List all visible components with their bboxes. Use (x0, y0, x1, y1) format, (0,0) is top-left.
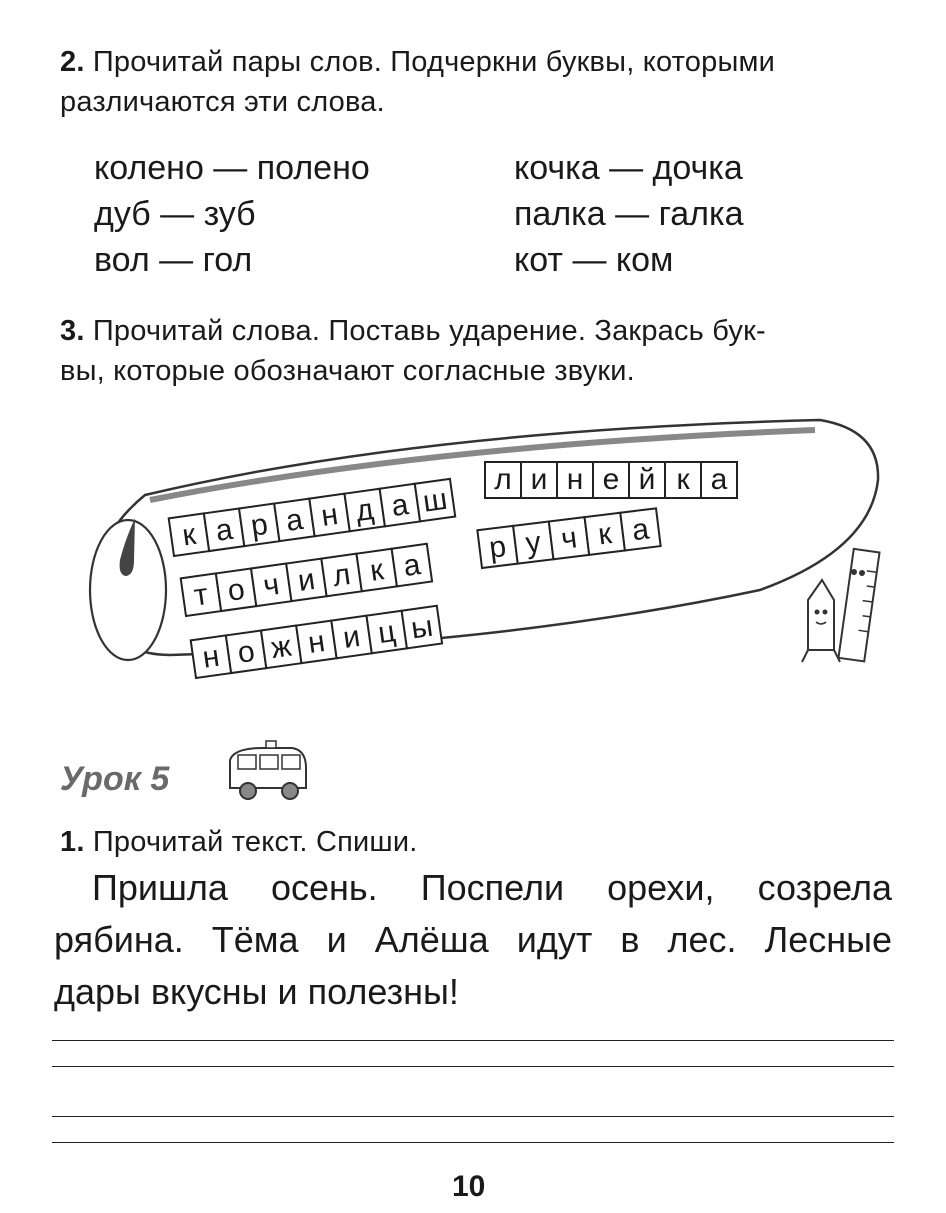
task2-text-line2: различаются эти слова. (60, 86, 385, 118)
letter: и (530, 463, 548, 496)
pairs-right-column (514, 145, 744, 283)
letter: и (341, 619, 363, 655)
letter: р (248, 507, 270, 543)
letter: ц (375, 614, 398, 651)
letter: а (389, 488, 411, 524)
bus-icon (222, 738, 312, 806)
letter: а (213, 512, 235, 548)
word-pair: кот — ком (514, 241, 674, 279)
letter: к (367, 553, 386, 588)
word-pair: дуб — зуб (94, 195, 256, 233)
letter: ч (559, 521, 579, 556)
letter: а (401, 548, 423, 584)
word-pair: палка — галка (514, 195, 744, 233)
lesson5-task1-heading (60, 822, 418, 862)
letter: н (305, 624, 327, 660)
reading-text-line2: рябина. Тёма и Алёша идут в лес. Лесные (54, 919, 892, 960)
letter: а (710, 463, 728, 496)
task2-text-line1: Прочитай пары слов. Подчеркни буквы, которыми (84, 46, 776, 78)
writing-line[interactable] (52, 1040, 894, 1041)
letter: л (494, 463, 512, 496)
letter: ш (420, 482, 450, 519)
letter: ж (269, 629, 294, 666)
writing-line[interactable] (52, 1066, 894, 1067)
task1-text: Прочитай текст. Спиши. (84, 826, 418, 858)
letter: а (630, 512, 651, 548)
letter: к (596, 517, 614, 552)
task3-number: 3. (60, 315, 85, 347)
letter: л (330, 557, 353, 594)
letter: у (523, 525, 543, 561)
word-pair: кочка — дочка (514, 149, 743, 187)
pairs-left-column (94, 145, 370, 283)
word-pair: колено — полено (94, 149, 370, 187)
letter: к (676, 463, 690, 496)
reading-text (54, 862, 892, 1018)
letter: о (225, 572, 247, 608)
letter: н (200, 639, 222, 675)
writing-line[interactable] (52, 1116, 894, 1117)
pencil-ruler-characters-icon (788, 540, 898, 670)
letter: а (283, 502, 306, 538)
letter: н (566, 463, 584, 496)
task3-text-line1: Прочитай слова. Поставь ударение. Закрась бук- (84, 315, 766, 347)
letter: е (602, 463, 620, 496)
letter-grid-линейка (485, 462, 737, 498)
letter: о (235, 634, 257, 670)
reading-text-line3: дары вкусны и полезны! (54, 971, 459, 1012)
letter: т (191, 577, 211, 613)
letter: и (295, 562, 318, 598)
task2-number: 2. (60, 46, 85, 78)
task3-heading (60, 311, 920, 391)
letter: й (638, 463, 656, 496)
letter: к (180, 517, 198, 553)
lesson-title: Урок 5 (60, 760, 170, 798)
letter: д (353, 492, 376, 529)
task1-number: 1. (60, 826, 85, 858)
page-number: 10 (452, 1170, 486, 1203)
reading-text-line1: Пришла осень. Поспели орехи, созрела (92, 867, 892, 908)
letter: н (319, 497, 341, 533)
task2-heading (60, 42, 920, 122)
writing-line[interactable] (52, 1142, 894, 1143)
letter: ч (261, 567, 282, 603)
letter: р (487, 530, 508, 565)
letter: ы (408, 609, 435, 646)
task3-text-line2: вы, которые обозначают согласные звуки. (60, 355, 635, 387)
word-pair: вол — гол (94, 241, 253, 279)
